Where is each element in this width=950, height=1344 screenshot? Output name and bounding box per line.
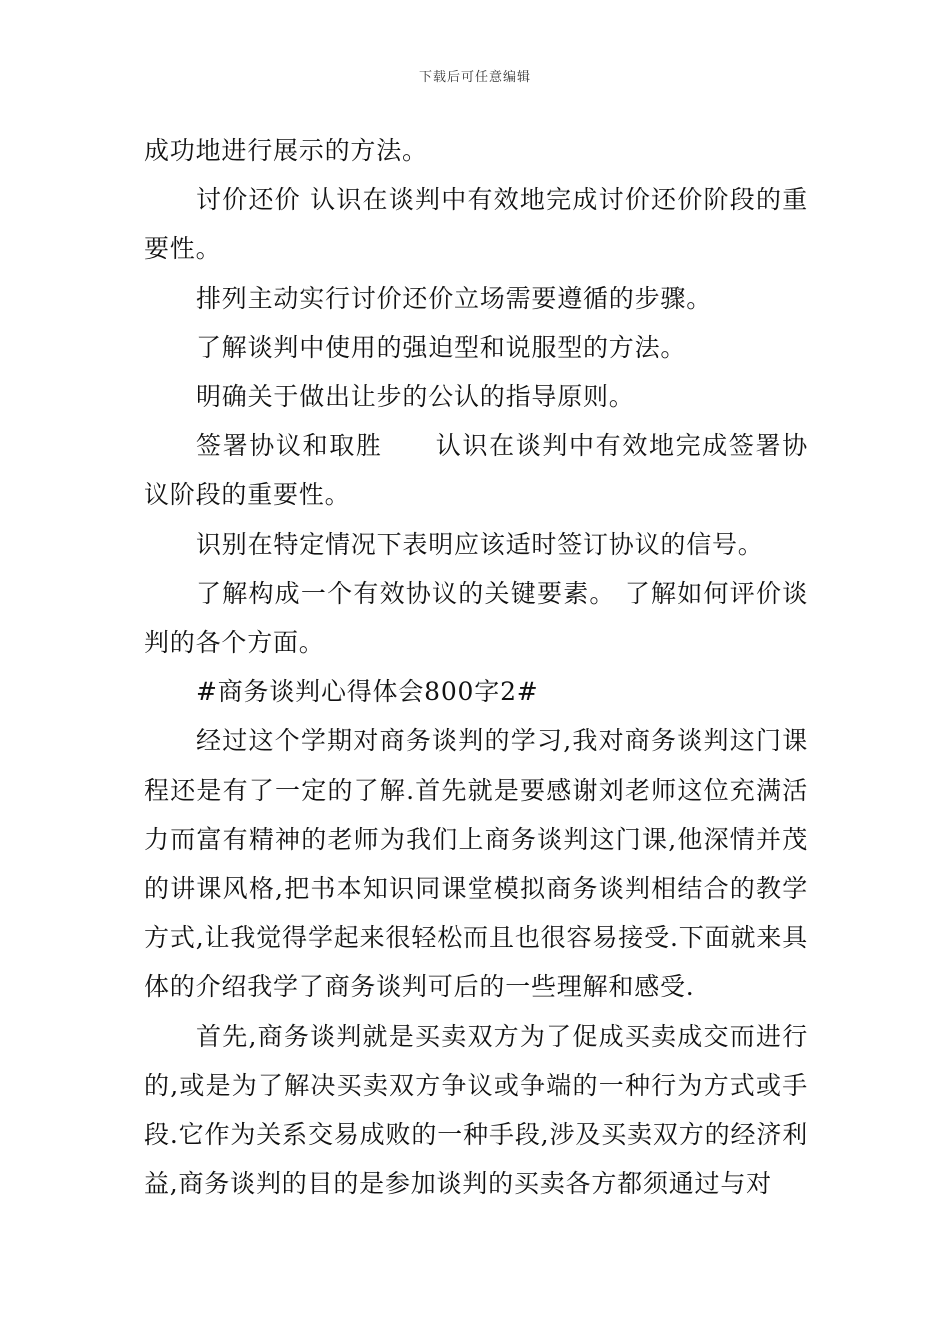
paragraph: 排列主动实行讨价还价立场需要遵循的步骤。 <box>196 283 713 313</box>
document-body <box>144 126 808 1208</box>
paragraph: 签署协议和取胜 认识在谈判中有效地完成签署协议阶段的重要性。 <box>144 431 808 510</box>
paragraph: 识别在特定情况下表明应该适时签订协议的信号。 <box>196 529 764 559</box>
paragraph: 了解构成一个有效协议的关键要素。 了解如何评价谈判的各个方面。 <box>144 578 808 658</box>
paragraph: 明确关于做出让步的公认的指导原则。 <box>196 382 635 412</box>
paragraph: 成功地进行展示的方法。 <box>144 136 428 165</box>
paragraph: 经过这个学期对商务谈判的学习,我对商务谈判这门课程还是有了一定的了解.首先就是要感谢刘老师这位充满活力而富有精神的老师为我们上商务谈判这门课,他深情并茂的讲课风格,把书本知识同课堂模拟商务谈判相结合的教学方式,让我觉得学起来很轻松而且也很容易接受.下面就来具体的介绍我学了商务谈判可后的一些理解和感受. <box>144 726 808 1002</box>
paragraph: 首先,商务谈判就是买卖双方为了促成买卖成交而进行的,或是为了解决买卖双方争议或争端的一种行为方式或手段.它作为关系交易成败的一种手段,涉及买卖双方的经济利益,商务谈判的目的是参加谈判的买卖各方都须通过与对 <box>144 1021 808 1199</box>
page-header-note: 下载后可任意编辑 <box>418 70 531 85</box>
paragraph: 讨价还价 认识在谈判中有效地完成讨价还价阶段的重要性。 <box>144 185 808 264</box>
section-heading: #商务谈判心得体会800字2# <box>196 677 539 707</box>
paragraph: 了解谈判中使用的强迫型和说服型的方法。 <box>196 332 687 362</box>
